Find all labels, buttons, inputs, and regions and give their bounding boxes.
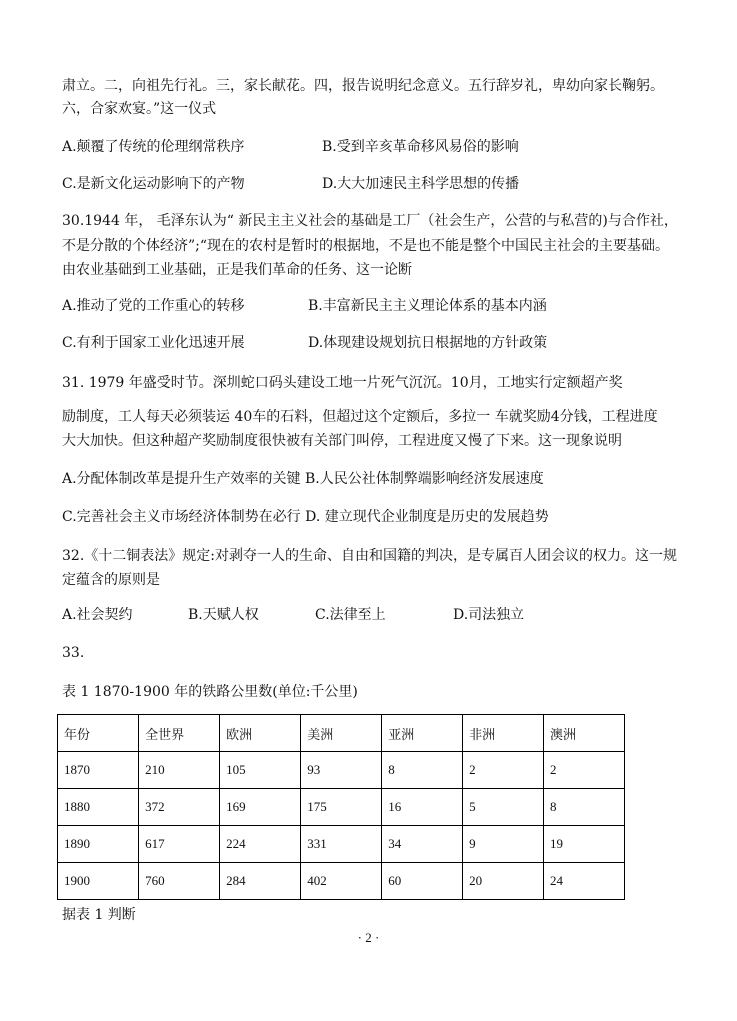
table-cell: 93: [301, 752, 382, 789]
header-cell: 年份: [58, 715, 139, 752]
table-cell: 105: [220, 752, 301, 789]
q32-option-c: C.法律至上: [315, 607, 386, 623]
table-cell: 60: [382, 863, 463, 900]
q29-option-d: D.大大加速民主科学思想的传播: [322, 176, 520, 192]
q31-line-2: 励制度，工人每天必须装运 40车的石料，但超过这个定额后，多拉一 车就奖励4分钱，工程进度: [62, 409, 658, 425]
table-cell: 2: [544, 752, 625, 789]
table-cell: 760: [139, 863, 220, 900]
table-cell: 8: [544, 789, 625, 826]
page-number: · 2 ·: [357, 930, 380, 945]
q29-option-c: C.是新文化运动影响下的产物: [62, 176, 245, 192]
header-cell: 全世界: [139, 715, 220, 752]
q33-number: 33.: [62, 645, 85, 661]
intro-line-1: 肃立。二，向祖先行礼。三，家长献花。四，报告说明纪念意义。五行辞岁礼，卑幼向家长鞠躬。: [62, 78, 664, 94]
table-row: [58, 789, 625, 826]
table-cell: 34: [382, 826, 463, 863]
intro-line-2: 六，合家欢宴。”这一仪式: [62, 101, 217, 117]
header-cell: 澳洲: [544, 715, 625, 752]
table-cell: 19: [544, 826, 625, 863]
q30-line-2: 不是分散的个体经济”;“现在的农村是暂时的根据地，不是也不能是整个中国民主社会的主要基础。: [62, 238, 670, 254]
q31-options-ab: A.分配体制改革是提升生产效率的关键 B.人民公社体制弊端影响经济发展速度: [62, 471, 544, 487]
railway-table: [57, 714, 625, 900]
q30-option-a: A.推动了党的工作重心的转移: [62, 298, 245, 314]
table-row: [58, 863, 625, 900]
table-cell: 24: [544, 863, 625, 900]
table-cell: 224: [220, 826, 301, 863]
q31-line-1: 31. 1979 年盛受时节。深圳蛇口码头建设工地一片死气沉沉。10月，工地实行定额超产奖: [62, 375, 623, 391]
table-cell: 402: [301, 863, 382, 900]
q30-option-c: C.有利于国家工业化迅速开展: [62, 335, 245, 351]
q30-option-b: B.丰富新民主主义理论体系的基本内涵: [308, 298, 547, 314]
header-cell: 亚洲: [382, 715, 463, 752]
header-cell: 美洲: [301, 715, 382, 752]
table-cell: 617: [139, 826, 220, 863]
table-cell: 20: [463, 863, 544, 900]
table-cell: 1870: [58, 752, 139, 789]
table-cell: 1900: [58, 863, 139, 900]
header-cell: 非洲: [463, 715, 544, 752]
table-cell: 5: [463, 789, 544, 826]
table-cell: 169: [220, 789, 301, 826]
table-cell: 1880: [58, 789, 139, 826]
table-cell: 175: [301, 789, 382, 826]
q31-options-cd: C.完善社会主义市场经济体制势在必行 D. 建立现代企业制度是历史的发展趋势: [62, 509, 549, 525]
table-caption: 表 1 1870-1900 年的铁路公里数(单位:千公里): [62, 684, 358, 700]
table-row: [58, 752, 625, 789]
table-cell: 372: [139, 789, 220, 826]
table-cell: 9: [463, 826, 544, 863]
table-cell: 331: [301, 826, 382, 863]
table-cell: 1890: [58, 826, 139, 863]
q32-line-2: 定蕴含的原则是: [62, 572, 160, 588]
table-followup-text: 据表 1 判断: [62, 907, 136, 923]
q32-option-a: A.社会契约: [62, 607, 133, 623]
table-header-row: [58, 715, 625, 752]
q32-line-1: 32.《十二铜表法》规定:对剥夺一人的生命、自由和国籍的判决，是专属百人团会议的权力。这一规: [62, 548, 677, 564]
q32-option-b: B.天赋人权: [188, 607, 259, 623]
table-cell: 8: [382, 752, 463, 789]
q29-option-b: B.受到辛亥革命移风易俗的影响: [322, 139, 519, 155]
table-row: [58, 826, 625, 863]
q29-option-a: A.颠覆了传统的伦理纲常秩序: [62, 139, 245, 155]
q32-option-d: D.司法独立: [453, 607, 525, 623]
q30-option-d: D.体现建设规划抗日根据地的方针政策: [308, 335, 548, 351]
q30-line-3: 由农业基础到工业基础，正是我们革命的任务、这一论断: [62, 262, 412, 278]
table-cell: 2: [463, 752, 544, 789]
q31-line-3: 大大加快。但这种超产奖励制度很快被有关部门叫停，工程进度又慢了下来。这一现象说明: [62, 433, 622, 449]
table-cell: 284: [220, 863, 301, 900]
q30-line-1: 30.1944 年， 毛泽东认为“ 新民主主义社会的基础是工厂（社会生产，公营的与私营的)与合作社，: [62, 213, 678, 229]
table-cell: 16: [382, 789, 463, 826]
header-cell: 欧洲: [220, 715, 301, 752]
table-cell: 210: [139, 752, 220, 789]
